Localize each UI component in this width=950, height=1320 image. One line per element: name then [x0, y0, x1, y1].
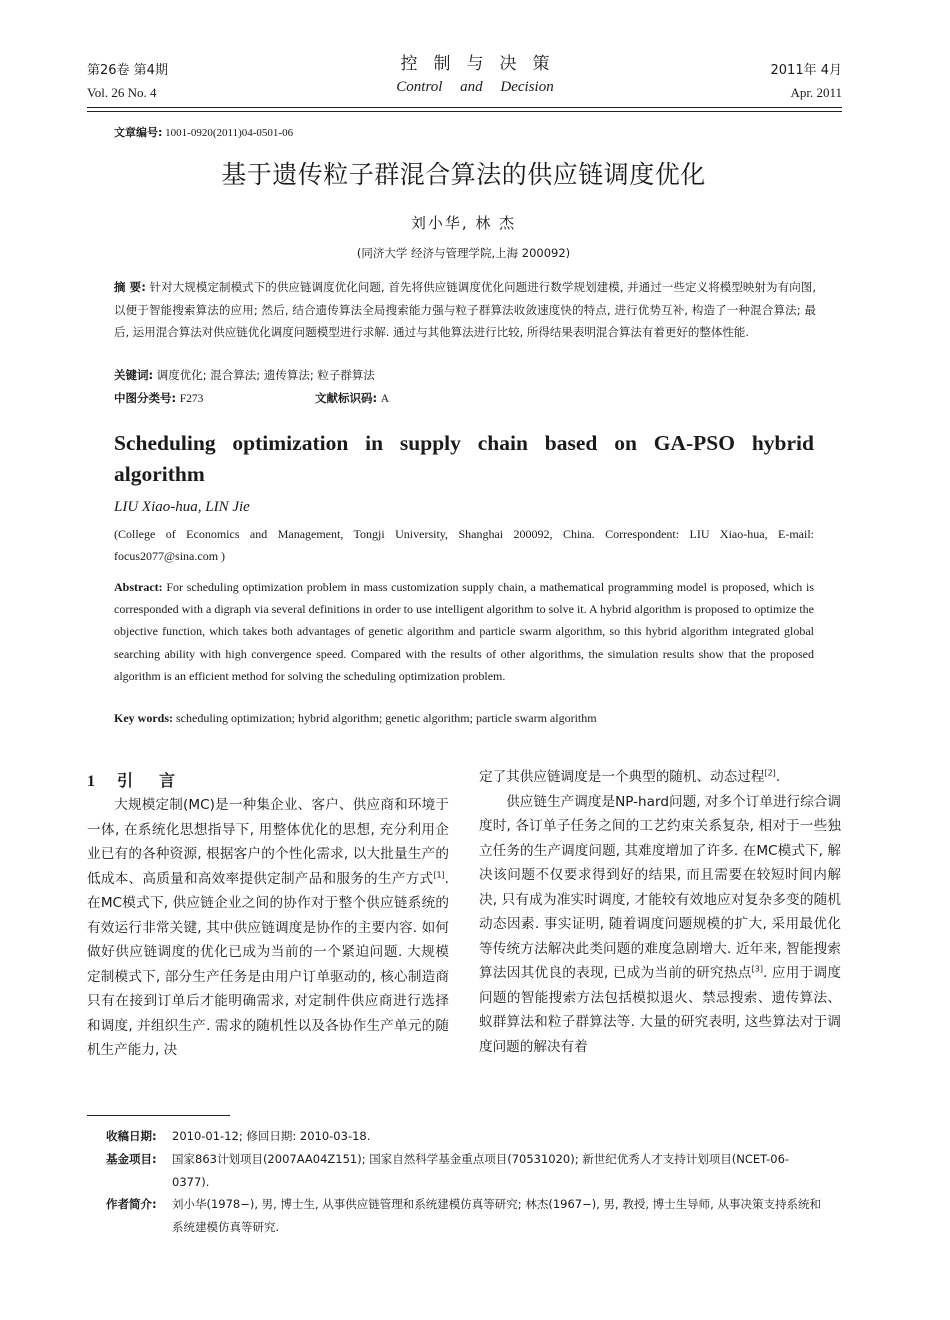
journal-name-en: Control and Decision: [396, 79, 554, 95]
footnote-bio-text: 刘小华(1978−), 男, 博士生, 从事供应链管理和系统建模仿真等研究; 林杰(1967−), 男, 教授, 博士生导师, 从事决策支持系统和系统建模仿真等研究.: [172, 1197, 821, 1234]
footnote-fund-label: 基金项目:: [106, 1152, 157, 1166]
footnote-bio: [106, 1193, 826, 1238]
classification: [114, 390, 203, 406]
keywords-cn: [114, 367, 375, 383]
body-text: 供应链生产调度是NP-hard问题, 对多个订单进行综合调度时, 各订单子任务之间的工艺约束关系复杂, 相对于一些独立任务的生产调度问题, 其难度增加了许多. 在MC模式下, 解决该问题不仅要求得到好的结果, 而且需要在较短时间内解决, 只有成为准实时调度, 才能较有效地应对复杂多变的随机动态因素. 事实证明, 随着调度问题规模的扩大, 采用最优化等传统方法解决此类问题的难度急剧增大. 近年来, 智能搜索算法因其优良的表现, 已成为当前的研究热点: [479, 793, 841, 981]
paragraph: [479, 765, 841, 790]
citation-3[interactable]: [3]: [751, 964, 763, 974]
keywords-en: [114, 711, 597, 726]
footnote-received-label: 收稿日期:: [106, 1129, 157, 1143]
paragraph: [479, 790, 841, 1060]
footnote-fund-text: 国家863计划项目(2007AA04Z151); 国家自然科学基金重点项目(70531020); 新世纪优秀人才支持计划项目(NCET-06-0377).: [172, 1152, 790, 1189]
footnote-divider: [87, 1115, 230, 1116]
abstract-en-text: For scheduling optimization problem in mass customization supply chain, a mathematical programming model is proposed, which is corresponded with a digraph via several definitions in order to use intelligent algorithm to solve it. A hybrid algorithm is proposed to optimize the objective function, which takes both advantages of genetic algorithm and particle swarm algorithm, so this hybrid algorithm integrated global searching ability with high convergence speed. Compared with the results of other algorithms, the simulation results show that the proposed algorithm is an efficient method for solving the scheduling optimization problem.: [114, 580, 814, 683]
abstract-en: [114, 576, 814, 687]
citation-1[interactable]: [1]: [433, 869, 445, 879]
body-column-right: [479, 765, 841, 1059]
body-column-left: [87, 793, 449, 1063]
authors-cn: 刘小华, 林 杰: [410, 214, 517, 232]
document-code-value: A: [380, 393, 390, 405]
paragraph: [87, 793, 449, 1063]
affiliation-en: (College of Economics and Management, Tongji University, Shanghai 200092, China. Correspondent: LIU Xiao-hua, E-mail: focus2077@sina.com ): [114, 527, 814, 563]
date-cn: 2011年 4月: [770, 63, 842, 78]
footnote-received: [106, 1125, 826, 1148]
affiliation-cn: (同济大学 经济与管理学院,上海 200092): [356, 246, 571, 260]
abstract-cn-text: 针对大规模定制模式下的供应链调度优化问题, 首先将供应链调度优化问题进行数学规划建模, 并通过一些定义将模型映射为有向图, 以便于智能搜索算法的应用; 然后, 结合遗传算法全局搜索能力强与粒子群算法收敛速度快的特点, 进行优势互补, 构造了一种混合算法; 最后, 运用混合算法对供应链优化调度问题模型进行求解. 通过与其他算法进行比较, 所得结果表明混合算法有着更好的整体性能.: [114, 280, 816, 339]
section-number: 1: [87, 773, 95, 790]
keywords-cn-text: 调度优化; 混合算法; 遗传算法; 粒子群算法: [156, 368, 375, 382]
abstract-cn: [114, 276, 816, 344]
classification-label: 中图分类号:: [114, 391, 177, 405]
section-title: 引言: [117, 771, 202, 790]
date-en: Apr. 2011: [790, 85, 842, 100]
article-number-label: 文章编号:: [114, 126, 163, 139]
section-heading: [87, 768, 201, 791]
volume-en: Vol. 26 No. 4: [87, 85, 157, 100]
document-code-label: 文献标识码:: [315, 391, 378, 405]
abstract-en-label: Abstract:: [114, 580, 163, 594]
footnote-received-text: 2010-01-12; 修回日期: 2010-03-18.: [172, 1129, 371, 1143]
body-text: . 在MC模式下, 供应链企业之间的协作对于整个供应链系统的有效运行非常关键, 其中供应链调度是协作的主要内容. 如何做好供应链调度的优化已成为当前的一个紧迫问题. 大规模定制模式下, 部分生产任务是由用户订单驱动的, 核心制造商只有在接到订单后才能明确需求, 对定制件供应商进行选择和调度, 并组织生产. 需求的随机性以及各协作生产单元的随机生产能力, 决: [87, 870, 449, 1058]
body-text: 大规模定制(MC)是一种集企业、客户、供应商和环境于一体, 在系统化思想指导下, 用整体优化的思想, 充分利用企业已有的各种资源, 根据客户的个性化需求, 以大批量生产的低成本、高质量和高效率提供定制产品和服务的生产方式: [87, 797, 449, 887]
article-number-value: 1001-0920(2011)04-0501-06: [165, 127, 294, 139]
title-en: Scheduling optimization in supply chain based on GA-PSO hybrid algorithm: [114, 431, 814, 486]
journal-name-cn: 控制与决策: [400, 54, 566, 74]
keywords-en-text: scheduling optimization; hybrid algorithm; genetic algorithm; particle swarm algorithm: [176, 711, 597, 725]
footnote-fund: [106, 1148, 826, 1193]
article-number: [114, 124, 293, 140]
footnote-bio-label: 作者简介:: [106, 1197, 157, 1211]
title-cn: 基于遗传粒子群混合算法的供应链调度优化: [221, 160, 706, 189]
document-code: [315, 390, 389, 406]
keywords-en-label: Key words:: [114, 711, 173, 725]
body-text: 定了其供应链调度是一个典型的随机、动态过程: [479, 769, 765, 785]
body-text: .: [775, 769, 781, 785]
abstract-cn-label: 摘 要:: [114, 280, 146, 294]
citation-2[interactable]: [2]: [764, 768, 776, 778]
keywords-cn-label: 关键词:: [114, 368, 154, 382]
body-text: . 应用于调度问题的智能搜索方法包括模拟退火、禁忌搜索、遗传算法、蚁群算法和粒子群算法等. 大量的研究表明, 这些算法对于调度问题的解决有着: [479, 965, 841, 1055]
header-date: [771, 60, 843, 104]
header-divider: [87, 107, 842, 112]
classification-value: F273: [179, 393, 204, 405]
authors-en: LIU Xiao-hua, LIN Jie: [114, 499, 250, 515]
volume-cn: 第26卷 第4期: [87, 63, 168, 78]
